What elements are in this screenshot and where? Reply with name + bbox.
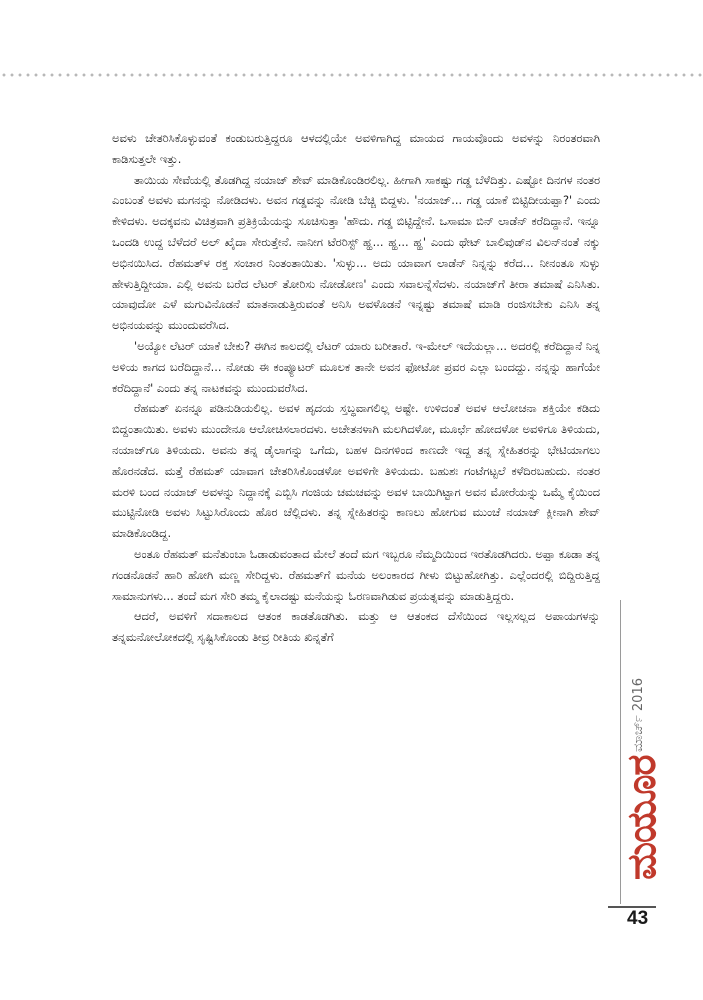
paragraph-6: ಆದರೆ, ಅವಳಿಗೆ ಸದಾಕಾಲದ ಆತಂಕ ಕಾಡತೊಡಗಿತು. ಮತ್ತು ಆ ಆತಂಕದ ದೆಸೆಯಿಂದ ಇಲ್ಲಸಲ್ಲದ ಅಪಾಯಗಳನ್ನು ತನ್ನಮನೋಲೋಕದಲ್ಲಿ ಸೃಷ್ಟಿಸಿಕೊಂಡು ತೀವ್ರ ರೀತಿಯ ಖಿನ್ನತೆಗೆ — [112, 609, 600, 645]
paragraph-1: ಅವಳು ಚೇತರಿಸಿಕೊಳ್ಳುವಂತೆ ಕಂಡುಬರುತ್ತಿದ್ದರೂ ಆಳದಲ್ಲಿಯೇ ಅವಳಿಗಾಗಿದ್ದ ಮಾಯದ ಗಾಯವೊಂದು ಅವಳನ್ನು ನಿರಂತರವಾಗಿ ಕಾಡಿಸುತ್ತಲೇ ಇತ್ತು. — [112, 131, 600, 166]
paragraph-2: ತಾಯಿಯ ಸೇವೆಯಲ್ಲಿ ತೊಡಗಿದ್ದ ನಯಾಜ್ ಶೇವ್ ಮಾಡಿಕೊಂಡಿರಲಿಲ್ಲ. ಹೀಗಾಗಿ ಸಾಕಷ್ಟು ಗಡ್ಡ ಬೆಳೆದಿತ್ತು. ಎಷ್ಟೋ ದಿನಗಳ ನಂತರ ಎಂಬಂತೆ ಅವಳು ಮಗನನ್ನು ನೋಡಿದಳು. ಅವನ ಗಡ್ಡವನ್ನು ನೋಡಿ ಬೆಚ್ಚಿ ಬಿದ್ದಳು. 'ನಯಾಜ್... ಗಡ್ಡ ಯಾಕೆ ಬಿಟ್ಟಿದೀಯಪ್ಪಾ?' ಎಂದು ಕೇಳಿದಳು. ಅದಕ್ಕವನು ವಿಚಿತ್ರವಾಗಿ ಪ್ರತಿಕ್ರಿಯೆಯನ್ನು ಸೂಚಿಸುತ್ತಾ 'ಹೌದು. ಗಡ್ಡ ಬಿಟ್ಟಿದ್ದೇನೆ. ಒಸಾಮಾ ಬಿನ್ ಲಾಡೆನ್ ಕರೆದಿದ್ದಾನೆ. ಇನ್ನೂ ಒಂದಡಿ ಉದ್ದ ಬೆಳೆದರೆ ಅಲ್ ಖೈದಾ ಸೇರುತ್ತೇನೆ. ನಾನೀಗ ಟೆರರಿಸ್ಟ್ ಹ್ಹ... ಹ್ಹ... ಹ್ಹ' ಎಂದು ಥೇಟ್ ಬಾಲಿವುಡ್‌ನ ವಿಲನ್‌ನಂತೆ ನಕ್ಕು ಅಭಿನಯಿಸಿದ. ರೆಹಮತ್‌ಳ ರಕ್ತ ಸಂಚಾರ ನಿಂತಂತಾಯಿತು. 'ಸುಳ್ಳು... ಅದು ಯಾವಾಗ ಲಾಡೆನ್ ನಿನ್ನನ್ನು ಕರೆದ... ನೀನಂತೂ ಸುಳ್ಳು ಹೇಳುತ್ತಿದ್ದೀಯಾ. ಎಲ್ಲಿ ಅವನು ಬರೆದ ಲೆಟರ್ ತೋರಿಸು ನೋಡೋಣ' ಎಂದು ಸವಾಲನ್ನೆಸೆದಳು. ನಯಾಜ್‌ಗೆ ತೀರಾ ತಮಾಷೆ ಎನಿಸಿತು. ಯಾವುದೋ ಎಳೆ ಮಗುವಿನೊಡನೆ ಮಾತನಾಡುತ್ತಿರುವಂತೆ ಅನಿಸಿ ಅವಳೊಡನೆ ಇನ್ನಷ್ಟು ತಮಾಷೆ ಮಾಡಿ ರಂಜಿಸಬೇಕು ಎನಿಸಿ ತನ್ನ ಅಭಿನಯವನ್ನು ಮುಂದುವರೆಸಿದ. — [112, 172, 600, 333]
paragraph-5: ಅಂತೂ ರೆಹಮತ್ ಮನೆತುಂಬಾ ಓಡಾಡುವಂತಾದ ಮೇಲೆ ತಂದೆ ಮಗ ಇಬ್ಬರೂ ನೆಮ್ಮದಿಯಿಂದ ಇರತೊಡಗಿದರು. ಅಪ್ಪಾ ಕೂಡಾ ತನ್ನ ಗಂಡನೊಡನೆ ಹಾರಿ ಹೋಗಿ ಮಣ್ಣ ಸೇರಿದ್ದಳು. ರೆಹಮತ್‌ಗೆ ಮನೆಯ ಅಲಂಕಾರದ ಗೀಳು ಬಿಟ್ಟುಹೋಗಿತ್ತು. ಎಲ್ಲೆಂದರಲ್ಲಿ ಬಿದ್ದಿರುತ್ತಿದ್ದ ಸಾಮಾನುಗಳು... ತಂದೆ ಮಗ ಸೇರಿ ತಮ್ಮ ಕೈಲಾದಷ್ಟು ಮನೆಯನ್ನು ಓರಣವಾಗಿಡುವ ಪ್ರಯತ್ನವನ್ನು ಮಾಡುತ್ತಿದ್ದರು. — [112, 546, 600, 603]
paragraph-4: ರೆಹಮತ್ ಏನನ್ನೂ ಪಡಿನುಡಿಯಲಿಲ್ಲ. ಅವಳ ಹೃದಯ ಸ್ತಬ್ಧವಾಗಲಿಲ್ಲ ಅಷ್ಟೇ. ಉಳಿದಂತೆ ಅವಳ ಆಲೋಚನಾ ಶಕ್ತಿಯೇ ಕಡಿದು ಬಿದ್ದಂತಾಯಿತು. ಅವಳು ಮುಂದೇನೂ ಆಲೋಚಿಸಲಾರದಳು. ಅಚೇತನಳಾಗಿ ಮಲಗಿದಳೋ, ಮೂರ್ಛೆ ಹೋದಳೋ ಅವಳಿಗೂ ತಿಳಿಯದು, ನಯಾಜ್‌ಗೂ ತಿಳಿಯದು. ಅವನು ತನ್ನ ಡೈಲಾಗನ್ನು ಒಗೆದು, ಬಹಳ ದಿನಗಳಿಂದ ಕಾಣದೇ ಇದ್ದ ತನ್ನ ಸ್ನೇಹಿತರನ್ನು ಭೇಟಿಯಾಗಲು ಹೊರನಡೆದ. ಮತ್ತೆ ರೆಹಮತ್ ಯಾವಾಗ ಚೇತರಿಸಿಕೊಂಡಳೋ ಅವಳಿಗೇ ತಿಳಿಯದು. ಬಹುಶಃ ಗಂಟೆಗಟ್ಟಲೆ ಕಳೆದಿರಬಹುದು. ನಂತರ ಮರಳಿ ಬಂದ ನಯಾಜ್ ಅವಳನ್ನು ನಿದ್ದಾನಕ್ಕೆ ಎಬ್ಬಿಸಿ ಗಂಜಿಯ ಚಮಚವನ್ನು ಅವಳ ಬಾಯಿಗಿಟ್ಟಾಗ ಅವನ ಮೋರೆಯನ್ನು ಒಮ್ಮೆ ಕೈಯಿಂದ ಮುಟ್ಟಿನೋಡಿ ಅವಳು ಸಿಟ್ಟುಸಿರೊಂದು ಹೊರ ಚೆಲ್ಲಿದಳು. ತನ್ನ ಸ್ನೇಹಿತರನ್ನು ಕಾಣಲು ಹೋಗುವ ಮುಂಚೆ ನಯಾಜ್ ಕ್ಲೀನಾಗಿ ಶೇವ್ ಮಾಡಿಕೊಂಡಿದ್ದ. — [112, 401, 600, 541]
top-dotted-border — [0, 73, 703, 77]
magazine-logo: ಮಯೂರ — [618, 755, 665, 880]
issue-date: ಮಾರ್ಚ್ 2016 — [631, 678, 646, 752]
paragraph-3: 'ಅಯ್ಯೋ ಲೆಟರ್ ಯಾಕೆ ಬೇಕು? ಈಗಿನ ಕಾಲದಲ್ಲಿ ಲೆಟರ್ ಯಾರು ಬರೀತಾರೆ. ಇ-ಮೇಲ್ ಇದೆಯಲ್ಲಾ... ಅದರಲ್ಲಿ ಕರೆದಿದ್ದಾನೆ ನಿನ್ನ ಅಳಿಯ ಕಾಗದ ಬರೆದಿದ್ದಾನೆ... ನೋಡು ಈ ಕಂಪ್ಯೂಟರ್ ಮೂಲಕ ತಾನೇ ಅವನ ಫೋಟೋ ಪ್ರವರ ಎಲ್ಲಾ ಬಂದದ್ದು. ನನ್ನನ್ನು ಹಾಗೆಯೇ ಕರೆದಿದ್ದಾನೆ' ಎಂದು ತನ್ನ ನಾಟಕವನ್ನು ಮುಂದುವರೆಸಿದ. — [112, 338, 600, 395]
article-body — [112, 128, 600, 648]
page-number: 43 — [627, 908, 649, 929]
